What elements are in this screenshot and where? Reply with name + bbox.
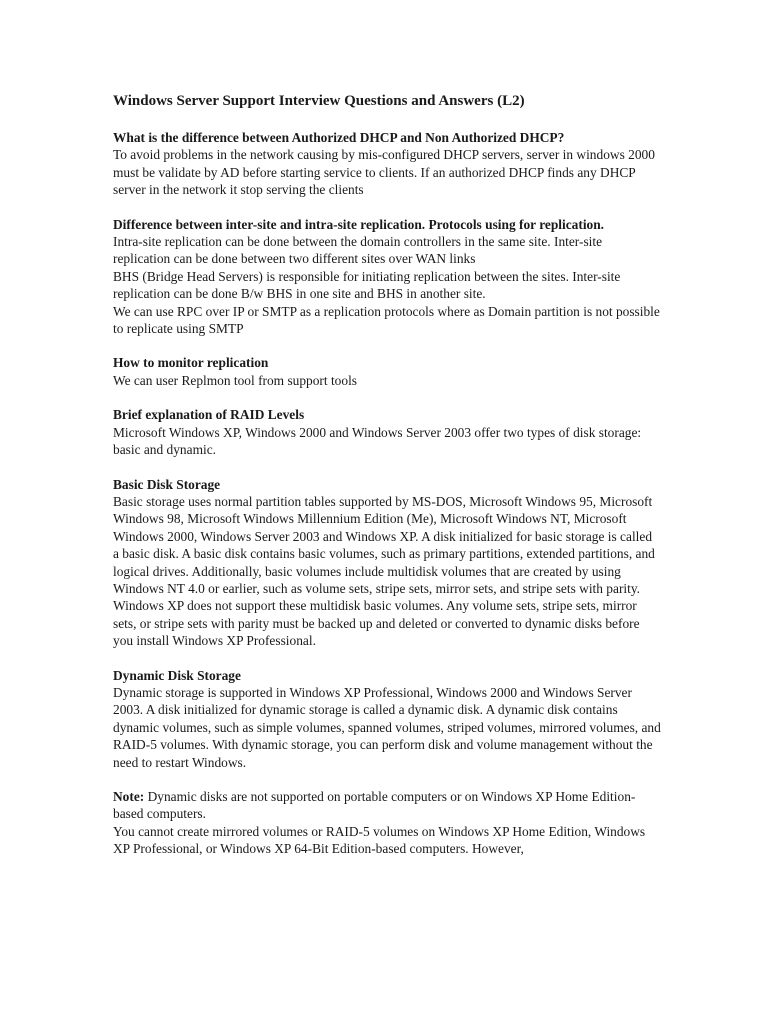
section-note [113, 788, 661, 858]
section-heading: Brief explanation of RAID Levels [113, 407, 305, 423]
document-title: Windows Server Support Interview Questions and Answers (L2) [113, 93, 525, 109]
section-heading: Basic Disk Storage [113, 476, 221, 492]
section-heading: Dynamic Disk Storage [113, 667, 241, 683]
section-paragraph: Basic storage uses normal partition tables supported by MS-DOS, Microsoft Windows 95, Microsoft Windows 98, Microsoft Windows Millennium Edition (Me), Microsoft Windows NT, Microsoft Windows 2000, Windows Server 2003 and Windows XP. A disk initialized for basic storage is called a basic disk. A basic disk contains basic volumes, such as primary partitions, extended partitions, and logical drives. Additionally, basic volumes include multidisk volumes that are created by using Windows NT 4.0 or earlier, such as volume sets, stripe sets, mirror sets, and stripe sets with parity. Windows XP does not support these multidisk basic volumes. Any volume sets, stripe sets, mirror sets, or stripe sets with parity must be backed up and deleted or converted to dynamic disks before you install Windows XP Professional. [113, 493, 655, 649]
section-paragraph: We can user Replmon tool from support tools [113, 372, 358, 388]
section-paragraph: Intra-site replication can be done between the domain controllers in the same site. Inter-site replication can be done between two different sites over WAN links [113, 234, 603, 267]
note-paragraph [113, 788, 661, 823]
section-replication [113, 216, 661, 338]
section-paragraph: Microsoft Windows XP, Windows 2000 and Windows Server 2003 offer two types of disk storage: basic and dynamic. [113, 424, 642, 458]
note-text: Dynamic disks are not supported on portable computers or on Windows XP Home Edition-based computers. [113, 789, 636, 822]
section-paragraph: We can use RPC over IP or SMTP as a replication protocols where as Domain partition is not possible to replicate using SMTP [113, 303, 660, 337]
document-content [113, 92, 661, 875]
section-paragraph: BHS (Bridge Head Servers) is responsible for initiating replication between the sites. Inter-site replication can be done B/w BHS in one site and BHS in another site. [113, 268, 621, 302]
note-continuation: You cannot create mirrored volumes or RAID-5 volumes on Windows XP Home Edition, Windows XP Professional, or Windows XP 64-Bit Edition-based computers. However, [113, 823, 646, 857]
section-heading: Difference between inter-site and intra-site replication. Protocols using for replication. [113, 216, 605, 232]
section-raid-levels [113, 406, 661, 458]
note-label: Note: [113, 789, 145, 804]
section-paragraph: To avoid problems in the network causing by mis-configured DHCP servers, server in windows 2000 must be validate by AD before starting service to clients. If an authorized DHCP finds any DHCP server in the network it stop serving the clients [113, 147, 655, 198]
section-basic-disk [113, 476, 661, 650]
section-paragraph: Dynamic storage is supported in Windows XP Professional, Windows 2000 and Windows Server 2003. A disk initialized for dynamic storage is called a dynamic disk. A dynamic disk contains dynamic volumes, such as simple volumes, spanned volumes, striped volumes, mirrored volumes, and RAID-5 volumes. With dynamic storage, you can perform disk and volume management without the need to restart Windows. [113, 684, 661, 770]
section-monitor-replication [113, 354, 661, 389]
section-dynamic-disk [113, 667, 661, 771]
section-heading: How to monitor replication [113, 355, 269, 371]
section-heading: What is the difference between Authorized DHCP and Non Authorized DHCP? [113, 130, 565, 145]
section-authorized-dhcp [113, 129, 661, 199]
